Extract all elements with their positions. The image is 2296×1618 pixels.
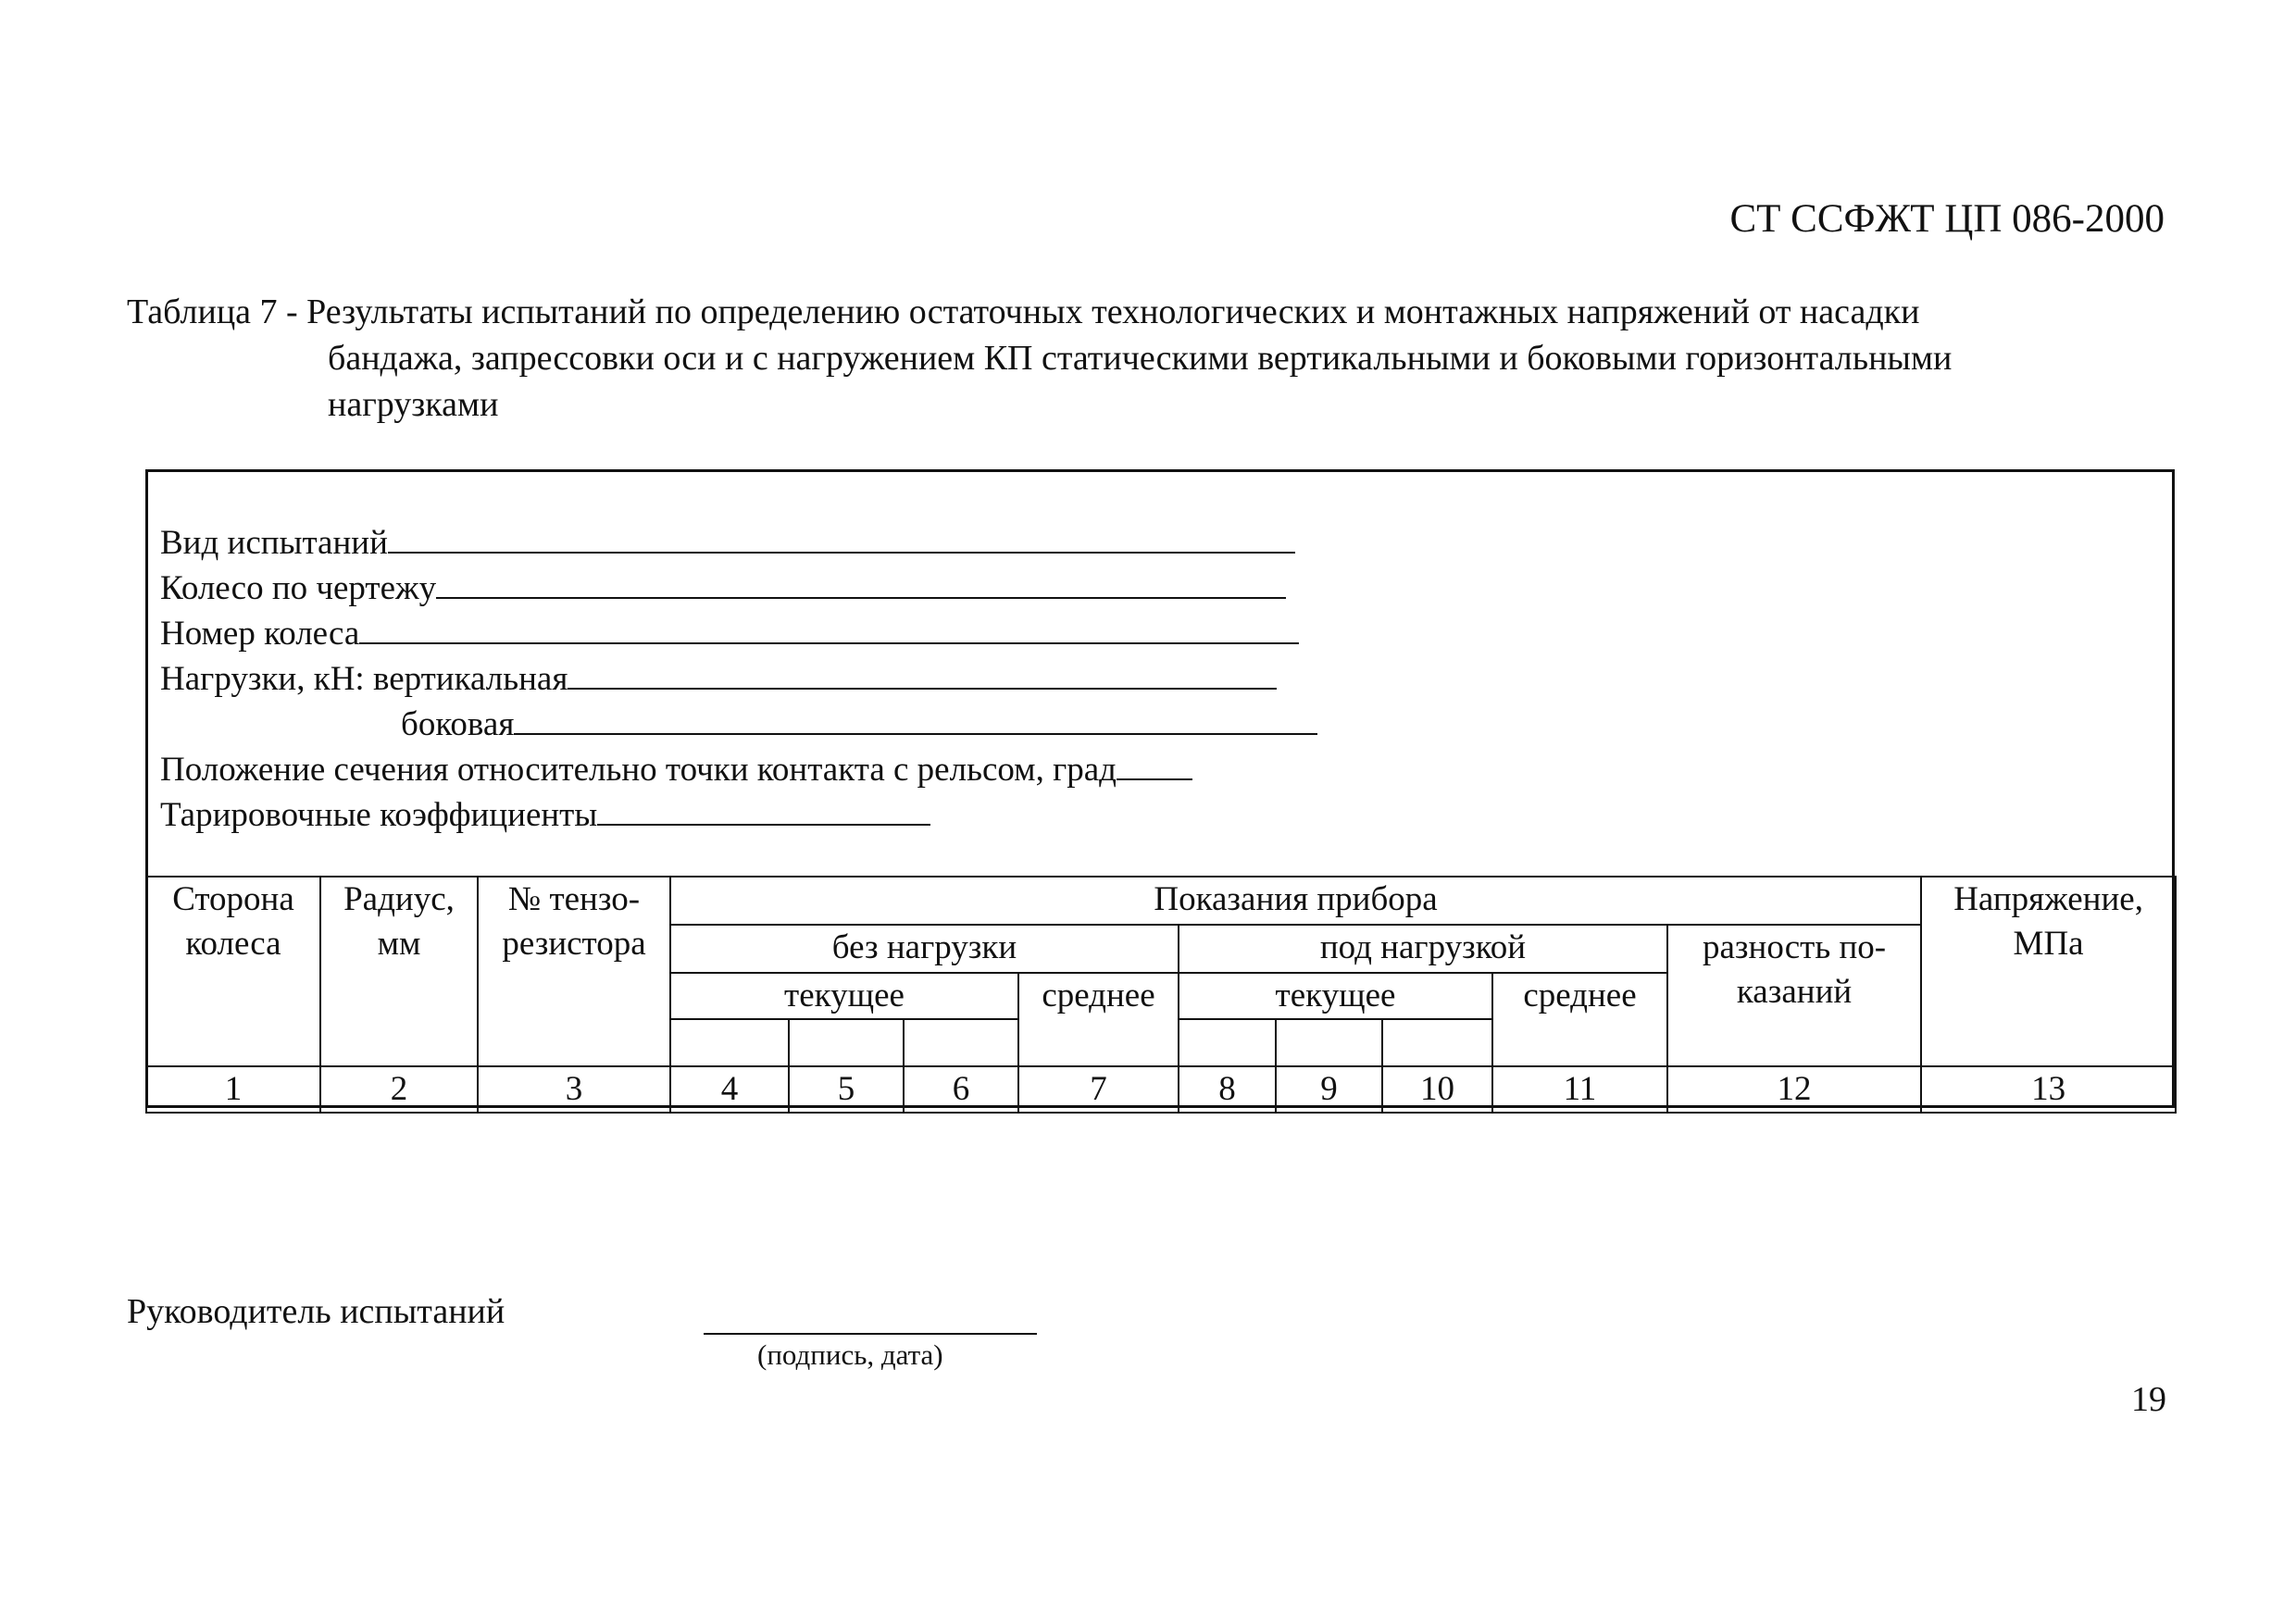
blank-cell [789, 1019, 904, 1066]
header-current-under-load: текущее [1179, 973, 1492, 1019]
column-number: 3 [478, 1066, 670, 1113]
column-number: 10 [1382, 1066, 1492, 1113]
field-load-side-label: боковая [401, 705, 515, 743]
blank-cell [1276, 1019, 1382, 1066]
column-number: 2 [320, 1066, 478, 1113]
header-wheel-side [146, 877, 320, 1066]
header-difference-l1: разность по- [1702, 928, 1887, 966]
field-wheel-number [160, 611, 1299, 656]
header-stress-l1: Напряжение, [1953, 880, 2143, 918]
field-calibration-label: Тарировочные коэффициенты [160, 796, 598, 834]
column-number: 11 [1492, 1066, 1667, 1113]
header-wheel-side-l1: Сторона [172, 880, 294, 918]
signature-hint: (подпись, дата) [757, 1338, 943, 1371]
field-load-side [401, 702, 1317, 747]
field-load-side-line[interactable] [514, 702, 1317, 735]
field-wheel-drawing-label: Колесо по чертежу [160, 569, 437, 607]
column-number: 6 [904, 1066, 1018, 1113]
blank-cell [1382, 1019, 1492, 1066]
table-caption [127, 289, 1952, 428]
header-difference-l2: казаний [1736, 973, 1853, 1011]
header-under-load: под нагрузкой [1179, 925, 1667, 973]
header-instrument-readings: Показания прибора [670, 877, 1921, 925]
header-average-no-load: среднее [1018, 973, 1179, 1066]
header-no-load: без нагрузки [670, 925, 1179, 973]
field-calibration-line[interactable] [597, 792, 930, 826]
signature-line[interactable] [704, 1333, 1037, 1335]
column-number: 7 [1018, 1066, 1179, 1113]
column-number: 13 [1921, 1066, 2176, 1113]
blank-cell [670, 1019, 789, 1066]
field-section-position-line[interactable] [1117, 747, 1192, 780]
field-section-position [160, 747, 1192, 792]
results-table [145, 876, 2177, 1114]
header-gauge-l2: резистора [502, 925, 646, 963]
header-radius-l1: Радиус, [343, 880, 455, 918]
column-number: 5 [789, 1066, 904, 1113]
caption-line-2: бандажа, запрессовки оси и с нагружением КП статическими вертикальными и боковыми горизонтальными [328, 339, 1953, 378]
column-number: 4 [670, 1066, 789, 1113]
field-wheel-drawing-line[interactable] [436, 566, 1286, 599]
header-row-1 [146, 877, 2176, 925]
field-section-position-label: Положение сечения относительно точки контакта с рельсом, град [160, 751, 1117, 789]
field-wheel-drawing [160, 566, 1286, 611]
column-number: 12 [1667, 1066, 1921, 1113]
field-test-type [160, 520, 1295, 566]
header-wheel-side-l2: колеса [185, 925, 281, 963]
field-load-vertical [160, 656, 1277, 702]
header-gauge-l1: № тензо- [507, 880, 641, 918]
header-stress-l2: МПа [2013, 925, 2084, 963]
field-wheel-number-label: Номер колеса [160, 615, 360, 653]
caption-line-3: нагрузками [328, 385, 499, 424]
caption-line-1: Таблица 7 - Результаты испытаний по определению остаточных технологических и монтажных напряжений от насадки [127, 292, 1920, 331]
header-current-no-load: текущее [670, 973, 1018, 1019]
blank-cell [904, 1019, 1018, 1066]
field-test-type-line[interactable] [388, 520, 1295, 554]
field-calibration [160, 792, 930, 838]
column-number: 1 [146, 1066, 320, 1113]
header-radius [320, 877, 478, 1066]
column-number: 9 [1276, 1066, 1382, 1113]
field-test-type-label: Вид испытаний [160, 524, 388, 562]
field-load-vertical-line[interactable] [568, 656, 1277, 690]
blank-cell [1179, 1019, 1276, 1066]
field-wheel-number-line[interactable] [359, 611, 1299, 644]
column-number-row [146, 1066, 2176, 1113]
page-number: 19 [2131, 1380, 2166, 1419]
supervisor-label: Руководитель испытаний [127, 1292, 505, 1331]
header-stress [1921, 877, 2176, 1066]
header-average-under-load: среднее [1492, 973, 1667, 1066]
column-number: 8 [1179, 1066, 1276, 1113]
field-load-vertical-label: Нагрузки, кН: вертикальная [160, 660, 568, 698]
header-difference [1667, 925, 1921, 1066]
header-gauge-number [478, 877, 670, 1066]
header-radius-l2: мм [377, 925, 421, 963]
document-code: СТ ССФЖТ ЦП 086-2000 [1729, 197, 2165, 241]
